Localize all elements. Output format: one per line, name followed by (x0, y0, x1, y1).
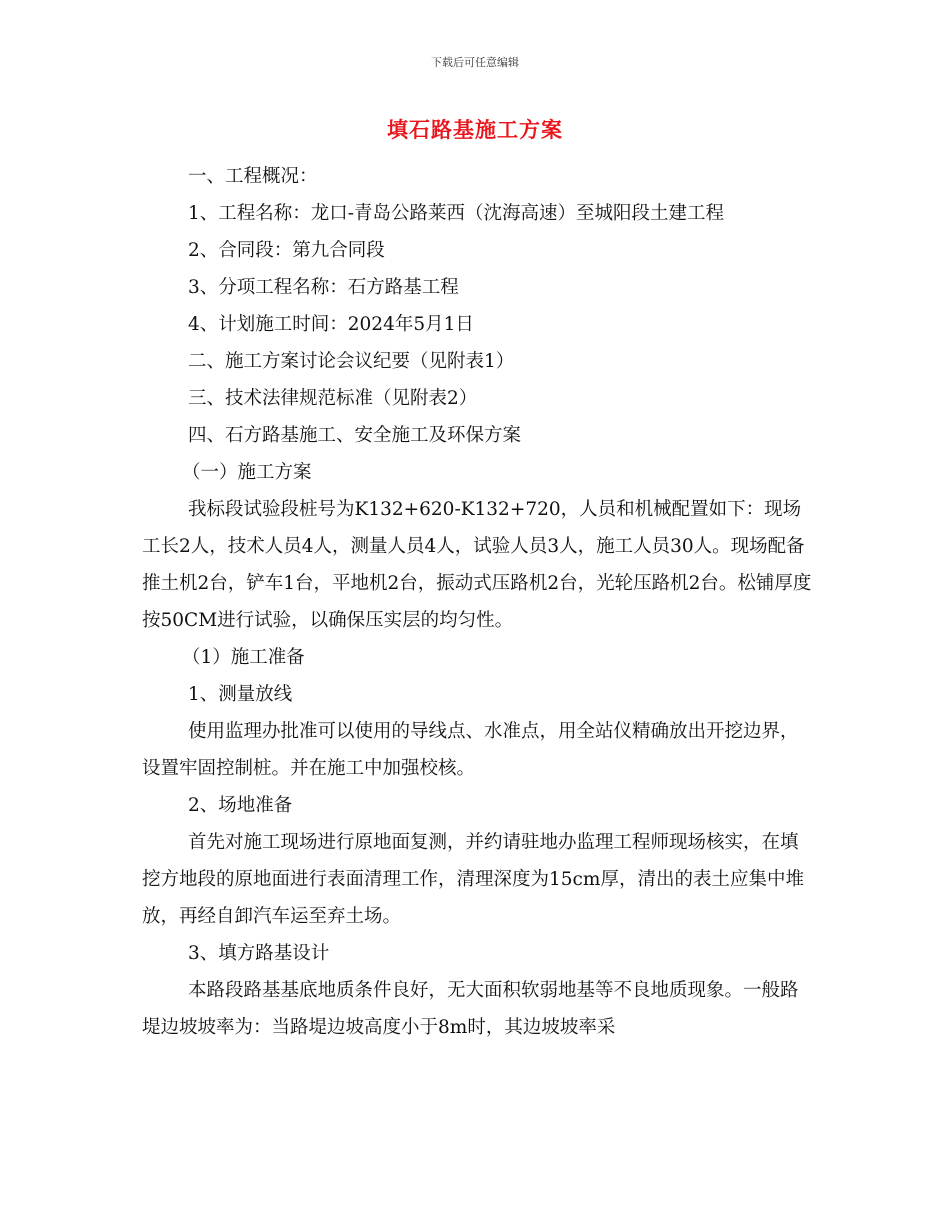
paragraph: 首先对施工现场进行原地面复测，并约请驻地办监理工程师现场核实，在填挖方地段的原地面进行表面清理工作，清理深度为15cm厚，清出的表土应集中堆放，再经自卸汽车运至弃土场。 (142, 832, 804, 927)
section-heading: 二、施工方案讨论会议纪要（见附表1） (188, 351, 515, 372)
section-heading: 一、工程概况： (188, 166, 318, 187)
document-body (142, 158, 812, 1046)
section-heading: 三、技术法律规范标准（见附表2） (188, 388, 478, 409)
paragraph: 3、分项工程名称：石方路基工程 (188, 277, 459, 298)
section-heading: 四、石方路基施工、安全施工及环保方案 (188, 425, 522, 446)
document-title: 填石路基施工方案 (387, 117, 563, 142)
paragraph: 4、计划施工时间：2024年5月1日 (188, 314, 474, 335)
paragraph: 1、工程名称：龙口-青岛公路莱西（沈海高速）至城阳段土建工程 (188, 203, 725, 224)
paragraph: 使用监理办批准可以使用的导线点、水准点，用全站仪精确放出开挖边界，设置牢固控制桩。并在施工中加强校核。 (142, 721, 799, 779)
paragraph: 本路段路基基底地质条件良好，无大面积软弱地基等不良地质现象。一般路堤边坡坡率为：当路堤边坡高度小于8m时，其边坡坡率采 (142, 980, 799, 1038)
paragraph: 2、场地准备 (188, 795, 293, 816)
subsection-heading: （一）施工方案 (182, 462, 312, 483)
page-header-note: 下载后可任意编辑 (431, 56, 519, 69)
paragraph: 3、填方路基设计 (188, 943, 330, 964)
paragraph: 我标段试验段桩号为K132+620-K132+720，人员和机械配置如下：现场工长2人，技术人员4人，测量人员4人，试验人员3人，施工人员30人。现场配备推土机2台，铲车1台，平地机2台，振动式压路机2台，光轮压路机2台。松铺厚度按50CM进行试验，以确保压实层的均匀性。 (142, 499, 812, 631)
subsection-heading: （1）施工准备 (182, 647, 305, 668)
paragraph: 2、合同段：第九合同段 (188, 240, 385, 261)
paragraph: 1、测量放线 (188, 684, 293, 705)
